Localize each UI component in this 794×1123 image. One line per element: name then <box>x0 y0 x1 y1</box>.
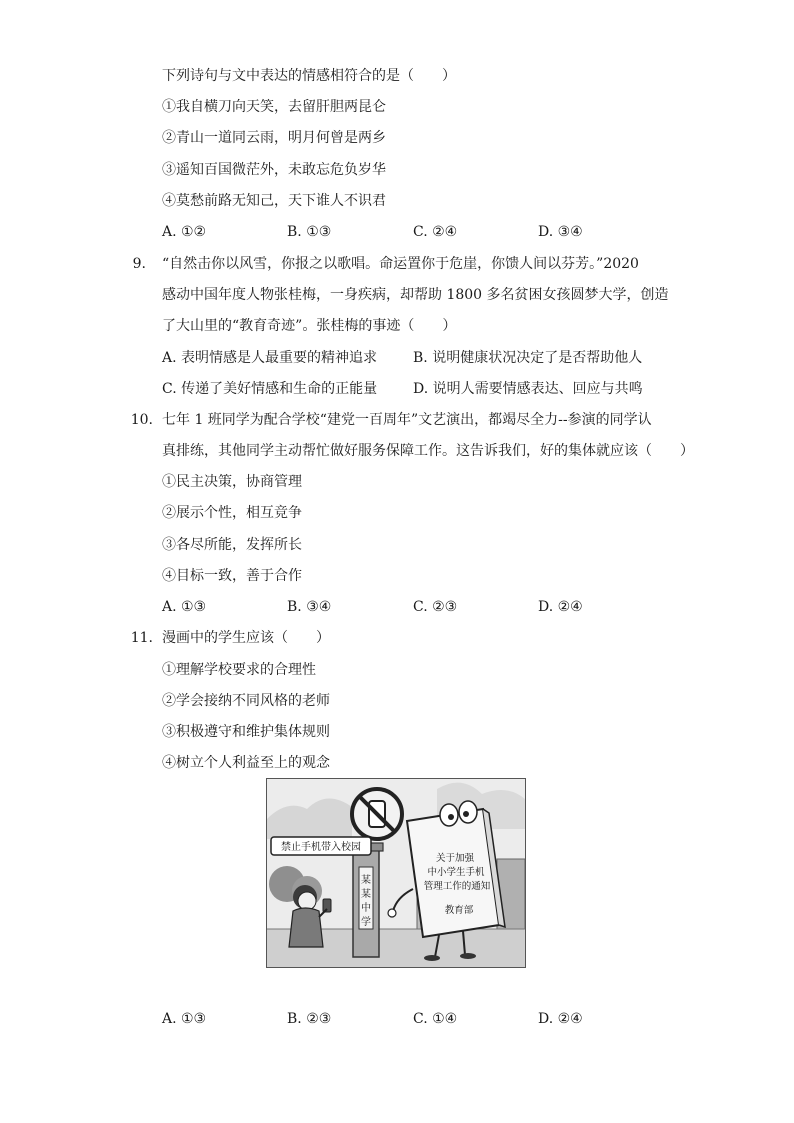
cartoon-gate-text-1: 某 <box>361 875 371 886</box>
q11-number: 11. <box>130 630 153 646</box>
cartoon-illustration <box>266 778 526 968</box>
q9-option-b: B. 说明健康状况决定了是否帮助他人 <box>413 350 643 366</box>
q9-option-a: A. 表明情感是人最重要的精神追求 <box>162 350 378 366</box>
q8-option-c: C. ②④ <box>413 224 458 240</box>
q9-option-c: C. 传递了美好情感和生命的正能量 <box>162 381 378 397</box>
q10-option-b: B. ③④ <box>287 599 332 615</box>
q9-line-2: 感动中国年度人物张桂梅，一身疾病，却帮助 1800 多名贫困女孩圆梦大学，创造 <box>162 287 669 303</box>
q10-option-c: C. ②③ <box>413 599 458 615</box>
q11-item-1: ①理解学校要求的合理性 <box>162 662 316 678</box>
q10-item-2: ②展示个性，相互竞争 <box>162 505 302 521</box>
q11-item-2: ②学会接纳不同风格的老师 <box>162 693 330 709</box>
q9-option-d: D. 说明人需要情感表达、回应与共鸣 <box>413 381 643 397</box>
q8-option-a: A. ①② <box>162 224 207 240</box>
q9-number: 9. <box>132 256 146 272</box>
q11-option-d: D. ②④ <box>538 1011 583 1027</box>
cartoon-gate-text-4: 学 <box>361 917 371 928</box>
q9-line-1: “自然击你以风雪，你报之以歌唱。命运置你于危崖，你馈人间以芬芳。”2020 <box>162 256 639 272</box>
q11-option-b: B. ②③ <box>287 1011 332 1027</box>
cartoon-doc-line-3: 管理工作的通知 <box>423 881 491 892</box>
q8-option-b: B. ①③ <box>287 224 332 240</box>
q11-stem: 漫画中的学生应该（ ） <box>162 630 330 646</box>
q11-item-4: ④树立个人利益至上的观念 <box>162 755 330 771</box>
q9-line-3: 了大山里的“教育奇迹”。张桂梅的事迹（ ） <box>162 318 457 334</box>
cartoon-doc-issuer: 教育部 <box>444 905 474 916</box>
cartoon-gate-text-3: 中 <box>361 903 371 914</box>
cartoon-doc-line-2: 中小学生手机 <box>427 867 485 878</box>
cartoon-doc-line-1: 关于加强 <box>435 853 475 864</box>
q10-item-3: ③各尽所能，发挥所长 <box>162 537 302 553</box>
q8-stem: 下列诗句与文中表达的情感相符合的是（ ） <box>162 68 456 84</box>
cartoon-sign-text: 禁止手机带入校园 <box>281 842 361 853</box>
q11-option-c: C. ①④ <box>413 1011 458 1027</box>
q10-line-2: 真排练，其他同学主动帮忙做好服务保障工作。这告诉我们，好的集体就应该（ ） <box>162 443 694 459</box>
q8-item-4: ④莫愁前路无知己，天下谁人不识君 <box>162 193 386 209</box>
q8-item-2: ②青山一道同云雨，明月何曾是两乡 <box>162 130 386 146</box>
q8-item-3: ③遥知百国微茫外，未敢忘危负岁华 <box>162 162 386 178</box>
q8-item-1: ①我自横刀向天笑，去留肝胆两昆仑 <box>162 99 386 115</box>
q10-number: 10. <box>130 412 153 428</box>
q10-line-1: 七年 1 班同学为配合学校“建党一百周年”文艺演出，都竭尽全力--参演的同学认 <box>162 412 652 428</box>
q11-option-a: A. ①③ <box>162 1011 207 1027</box>
q8-option-d: D. ③④ <box>538 224 583 240</box>
q10-option-a: A. ①③ <box>162 599 207 615</box>
q11-item-3: ③积极遵守和维护集体规则 <box>162 724 330 740</box>
cartoon-gate-text-2: 某 <box>361 889 371 900</box>
q10-item-4: ④目标一致，善于合作 <box>162 568 302 584</box>
q10-option-d: D. ②④ <box>538 599 583 615</box>
q10-item-1: ①民主决策，协商管理 <box>162 474 302 490</box>
